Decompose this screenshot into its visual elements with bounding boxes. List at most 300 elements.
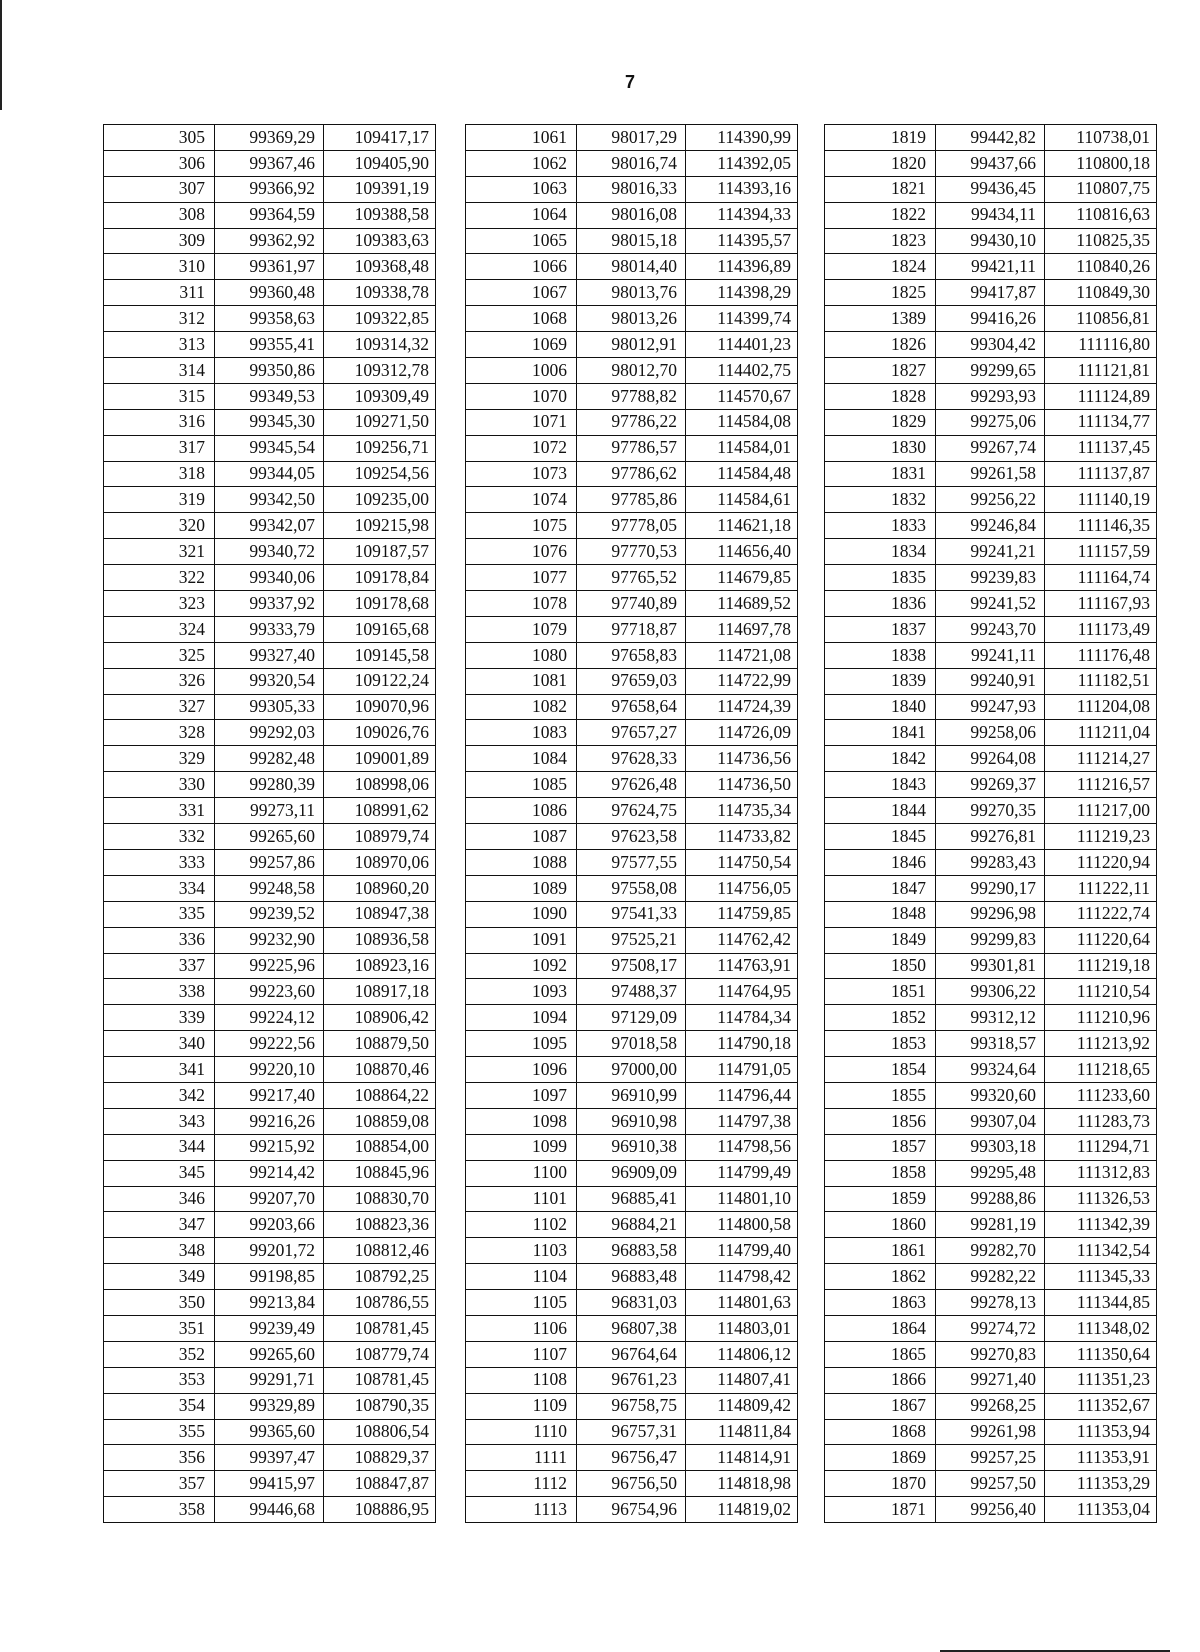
y-coordinate-cell: 108845,96 [324,1160,436,1186]
y-coordinate-cell: 114584,61 [686,487,798,513]
table-row [104,927,436,953]
point-number-cell: 1086 [466,798,577,824]
y-coordinate-cell: 111116,80 [1045,332,1157,358]
y-coordinate-cell: 111173,49 [1045,616,1157,642]
point-number-cell: 1822 [825,202,936,228]
x-coordinate-cell: 99324,64 [936,1057,1045,1083]
y-coordinate-cell: 111124,89 [1045,383,1157,409]
point-number-cell: 337 [104,953,215,979]
point-number-cell: 1862 [825,1264,936,1290]
x-coordinate-cell: 99436,45 [936,176,1045,202]
point-number-cell: 1077 [466,565,577,591]
x-coordinate-cell: 98013,76 [577,280,686,306]
table-row [466,358,798,384]
coordinates-table-3 [824,124,1157,1523]
table-row [104,1082,436,1108]
table-row [104,668,436,694]
x-coordinate-cell: 99220,10 [215,1057,324,1083]
table-row [466,565,798,591]
table-row [104,798,436,824]
x-coordinate-cell: 96909,09 [577,1160,686,1186]
point-number-cell: 1108 [466,1367,577,1393]
y-coordinate-cell: 114790,18 [686,1031,798,1057]
y-coordinate-cell: 114803,01 [686,1315,798,1341]
table-row [466,1290,798,1316]
table-row [104,202,436,228]
y-coordinate-cell: 111283,73 [1045,1108,1157,1134]
y-coordinate-cell: 108886,95 [324,1497,436,1523]
y-coordinate-cell: 114797,38 [686,1108,798,1134]
x-coordinate-cell: 99232,90 [215,927,324,953]
point-number-cell: 319 [104,487,215,513]
y-coordinate-cell: 114756,05 [686,875,798,901]
x-coordinate-cell: 99290,17 [936,875,1045,901]
x-coordinate-cell: 98013,26 [577,306,686,332]
x-coordinate-cell: 99295,48 [936,1160,1045,1186]
point-number-cell: 348 [104,1238,215,1264]
table-row [104,461,436,487]
point-number-cell: 1096 [466,1057,577,1083]
point-number-cell: 1095 [466,1031,577,1057]
table-row [466,901,798,927]
point-number-cell: 1839 [825,668,936,694]
point-number-cell: 333 [104,849,215,875]
point-number-cell: 1867 [825,1393,936,1419]
y-coordinate-cell: 111146,35 [1045,513,1157,539]
point-number-cell: 1865 [825,1341,936,1367]
x-coordinate-cell: 99366,92 [215,176,324,202]
point-number-cell: 1831 [825,461,936,487]
x-coordinate-cell: 99340,72 [215,539,324,565]
table-row [466,254,798,280]
point-number-cell: 1089 [466,875,577,901]
table-row [825,901,1157,927]
x-coordinate-cell: 98012,91 [577,332,686,358]
point-number-cell: 1842 [825,746,936,772]
y-coordinate-cell: 110816,63 [1045,202,1157,228]
point-number-cell: 331 [104,798,215,824]
table-row [825,642,1157,668]
y-coordinate-cell: 108823,36 [324,1212,436,1238]
point-number-cell: 1110 [466,1419,577,1445]
x-coordinate-cell: 99276,81 [936,824,1045,850]
y-coordinate-cell: 111312,83 [1045,1160,1157,1186]
table-row [825,1005,1157,1031]
y-coordinate-cell: 110840,26 [1045,254,1157,280]
x-coordinate-cell: 99362,92 [215,228,324,254]
table-row [825,1290,1157,1316]
y-coordinate-cell: 108906,42 [324,1005,436,1031]
table-row [825,1367,1157,1393]
point-number-cell: 1092 [466,953,577,979]
x-coordinate-cell: 98015,18 [577,228,686,254]
point-number-cell: 1855 [825,1082,936,1108]
table-row [104,591,436,617]
x-coordinate-cell: 96757,31 [577,1419,686,1445]
point-number-cell: 307 [104,176,215,202]
y-coordinate-cell: 108792,25 [324,1264,436,1290]
table-row [825,254,1157,280]
point-number-cell: 1851 [825,979,936,1005]
x-coordinate-cell: 99364,59 [215,202,324,228]
point-number-cell: 1064 [466,202,577,228]
table-row [825,849,1157,875]
table-row [825,720,1157,746]
point-number-cell: 339 [104,1005,215,1031]
table-row [104,901,436,927]
x-coordinate-cell: 97718,87 [577,616,686,642]
y-coordinate-cell: 110825,35 [1045,228,1157,254]
y-coordinate-cell: 114750,54 [686,849,798,875]
x-coordinate-cell: 97785,86 [577,487,686,513]
x-coordinate-cell: 97626,48 [577,772,686,798]
x-coordinate-cell: 96831,03 [577,1290,686,1316]
y-coordinate-cell: 109026,76 [324,720,436,746]
y-coordinate-cell: 108859,08 [324,1108,436,1134]
x-coordinate-cell: 97508,17 [577,953,686,979]
table-row [104,1238,436,1264]
y-coordinate-cell: 114809,42 [686,1393,798,1419]
table-row [466,875,798,901]
x-coordinate-cell: 96910,38 [577,1134,686,1160]
x-coordinate-cell: 99267,74 [936,435,1045,461]
y-coordinate-cell: 108879,50 [324,1031,436,1057]
x-coordinate-cell: 99361,97 [215,254,324,280]
table-row [104,1108,436,1134]
x-coordinate-cell: 99213,84 [215,1290,324,1316]
x-coordinate-cell: 99223,60 [215,979,324,1005]
x-coordinate-cell: 96764,64 [577,1341,686,1367]
point-number-cell: 1084 [466,746,577,772]
x-coordinate-cell: 99271,40 [936,1367,1045,1393]
x-coordinate-cell: 99198,85 [215,1264,324,1290]
x-coordinate-cell: 99367,46 [215,150,324,176]
table-row [104,642,436,668]
table-row [825,953,1157,979]
point-number-cell: 355 [104,1419,215,1445]
point-number-cell: 1834 [825,539,936,565]
point-number-cell: 1868 [825,1419,936,1445]
point-number-cell: 1825 [825,280,936,306]
y-coordinate-cell: 108917,18 [324,979,436,1005]
table-row [104,1160,436,1186]
point-number-cell: 317 [104,435,215,461]
y-coordinate-cell: 114399,74 [686,306,798,332]
point-number-cell: 1080 [466,642,577,668]
x-coordinate-cell: 99288,86 [936,1186,1045,1212]
y-coordinate-cell: 114799,49 [686,1160,798,1186]
y-coordinate-cell: 108829,37 [324,1445,436,1471]
point-number-cell: 306 [104,150,215,176]
table-row [825,1315,1157,1341]
point-number-cell: 314 [104,358,215,384]
point-number-cell: 1091 [466,927,577,953]
point-number-cell: 325 [104,642,215,668]
y-coordinate-cell: 111216,57 [1045,772,1157,798]
point-number-cell: 1820 [825,150,936,176]
table-row [825,280,1157,306]
x-coordinate-cell: 99282,48 [215,746,324,772]
y-coordinate-cell: 111210,96 [1045,1005,1157,1031]
x-coordinate-cell: 98016,08 [577,202,686,228]
point-number-cell: 1071 [466,409,577,435]
x-coordinate-cell: 99225,96 [215,953,324,979]
y-coordinate-cell: 111351,23 [1045,1367,1157,1393]
y-coordinate-cell: 114398,29 [686,280,798,306]
x-coordinate-cell: 99358,63 [215,306,324,332]
y-coordinate-cell: 114621,18 [686,513,798,539]
table-row [825,435,1157,461]
y-coordinate-cell: 114818,98 [686,1471,798,1497]
point-number-cell: 1830 [825,435,936,461]
page-number: 7 [624,72,635,92]
table-row [466,461,798,487]
point-number-cell: 336 [104,927,215,953]
x-coordinate-cell: 99215,92 [215,1134,324,1160]
y-coordinate-cell: 108970,06 [324,849,436,875]
table-row [466,1315,798,1341]
y-coordinate-cell: 111222,11 [1045,875,1157,901]
point-number-cell: 1860 [825,1212,936,1238]
x-coordinate-cell: 99293,93 [936,383,1045,409]
y-coordinate-cell: 111217,00 [1045,798,1157,824]
y-coordinate-cell: 111210,54 [1045,979,1157,1005]
y-coordinate-cell: 111350,64 [1045,1341,1157,1367]
x-coordinate-cell: 97018,58 [577,1031,686,1057]
x-coordinate-cell: 99303,18 [936,1134,1045,1160]
y-coordinate-cell: 111344,85 [1045,1290,1157,1316]
scan-edge-mark [0,0,2,110]
x-coordinate-cell: 99320,54 [215,668,324,694]
y-coordinate-cell: 114401,23 [686,332,798,358]
table-row [825,591,1157,617]
y-coordinate-cell: 111157,59 [1045,539,1157,565]
table-row [825,461,1157,487]
x-coordinate-cell: 99296,98 [936,901,1045,927]
point-number-cell: 340 [104,1031,215,1057]
x-coordinate-cell: 99333,79 [215,616,324,642]
table-row [825,1238,1157,1264]
table-row [104,1264,436,1290]
table-row [825,824,1157,850]
point-number-cell: 1824 [825,254,936,280]
point-number-cell: 1111 [466,1445,577,1471]
y-coordinate-cell: 114798,42 [686,1264,798,1290]
y-coordinate-cell: 111167,93 [1045,591,1157,617]
x-coordinate-cell: 99337,92 [215,591,324,617]
y-coordinate-cell: 108806,54 [324,1419,436,1445]
point-number-cell: 1065 [466,228,577,254]
point-number-cell: 1062 [466,150,577,176]
table-row [466,202,798,228]
x-coordinate-cell: 99268,25 [936,1393,1045,1419]
table-row [825,798,1157,824]
x-coordinate-cell: 97658,83 [577,642,686,668]
x-coordinate-cell: 99280,39 [215,772,324,798]
table-row [104,746,436,772]
x-coordinate-cell: 96761,23 [577,1367,686,1393]
point-number-cell: 329 [104,746,215,772]
table-row [825,513,1157,539]
table-row [104,694,436,720]
x-coordinate-cell: 97786,57 [577,435,686,461]
coordinates-table-1 [103,124,436,1523]
point-number-cell: 1840 [825,694,936,720]
table-row [104,1005,436,1031]
x-coordinate-cell: 97488,37 [577,979,686,1005]
y-coordinate-cell: 114801,10 [686,1186,798,1212]
point-number-cell: 1846 [825,849,936,875]
point-number-cell: 1088 [466,849,577,875]
point-number-cell: 344 [104,1134,215,1160]
y-coordinate-cell: 109338,78 [324,280,436,306]
point-number-cell: 1844 [825,798,936,824]
point-number-cell: 349 [104,1264,215,1290]
y-coordinate-cell: 114724,39 [686,694,798,720]
x-coordinate-cell: 99257,25 [936,1445,1045,1471]
y-coordinate-cell: 108870,46 [324,1057,436,1083]
y-coordinate-cell: 114584,48 [686,461,798,487]
table-row [466,306,798,332]
table-row [825,565,1157,591]
x-coordinate-cell: 99265,60 [215,824,324,850]
point-number-cell: 1098 [466,1108,577,1134]
table-row [466,591,798,617]
y-coordinate-cell: 114798,56 [686,1134,798,1160]
coordinates-table-2 [465,124,798,1523]
y-coordinate-cell: 114796,44 [686,1082,798,1108]
y-coordinate-cell: 114584,08 [686,409,798,435]
point-number-cell: 1075 [466,513,577,539]
x-coordinate-cell: 99329,89 [215,1393,324,1419]
point-number-cell: 1854 [825,1057,936,1083]
point-number-cell: 338 [104,979,215,1005]
y-coordinate-cell: 114402,75 [686,358,798,384]
x-coordinate-cell: 99239,49 [215,1315,324,1341]
x-coordinate-cell: 99345,30 [215,409,324,435]
y-coordinate-cell: 109312,78 [324,358,436,384]
point-number-cell: 330 [104,772,215,798]
y-coordinate-cell: 109254,56 [324,461,436,487]
table-row [825,772,1157,798]
y-coordinate-cell: 114394,33 [686,202,798,228]
x-coordinate-cell: 97765,52 [577,565,686,591]
x-coordinate-cell: 97623,58 [577,824,686,850]
table-row [825,125,1157,151]
table-row [825,150,1157,176]
x-coordinate-cell: 99257,86 [215,849,324,875]
point-number-cell: 1101 [466,1186,577,1212]
y-coordinate-cell: 109309,49 [324,383,436,409]
point-number-cell: 305 [104,125,215,151]
y-coordinate-cell: 114736,56 [686,746,798,772]
point-number-cell: 1852 [825,1005,936,1031]
table-row [466,668,798,694]
y-coordinate-cell: 111353,04 [1045,1497,1157,1523]
x-coordinate-cell: 99207,70 [215,1186,324,1212]
y-coordinate-cell: 114393,16 [686,176,798,202]
x-coordinate-cell: 99282,70 [936,1238,1045,1264]
y-coordinate-cell: 110807,75 [1045,176,1157,202]
y-coordinate-cell: 114791,05 [686,1057,798,1083]
x-coordinate-cell: 99217,40 [215,1082,324,1108]
table-row [825,875,1157,901]
point-number-cell: 1006 [466,358,577,384]
point-number-cell: 322 [104,565,215,591]
table-row [466,435,798,461]
table-row [104,1186,436,1212]
y-coordinate-cell: 109391,19 [324,176,436,202]
point-number-cell: 1819 [825,125,936,151]
y-coordinate-cell: 111345,33 [1045,1264,1157,1290]
y-coordinate-cell: 111348,02 [1045,1315,1157,1341]
table-row [104,849,436,875]
point-number-cell: 1389 [825,306,936,332]
y-coordinate-cell: 114762,42 [686,927,798,953]
point-number-cell: 1838 [825,642,936,668]
table-row [825,1264,1157,1290]
x-coordinate-cell: 99239,52 [215,901,324,927]
point-number-cell: 1069 [466,332,577,358]
y-coordinate-cell: 111137,45 [1045,435,1157,461]
x-coordinate-cell: 99261,58 [936,461,1045,487]
point-number-cell: 1859 [825,1186,936,1212]
point-number-cell: 310 [104,254,215,280]
x-coordinate-cell: 99342,07 [215,513,324,539]
table-row [104,539,436,565]
y-coordinate-cell: 109368,48 [324,254,436,280]
point-number-cell: 1072 [466,435,577,461]
x-coordinate-cell: 97628,33 [577,746,686,772]
x-coordinate-cell: 99283,43 [936,849,1045,875]
y-coordinate-cell: 108998,06 [324,772,436,798]
y-coordinate-cell: 111182,51 [1045,668,1157,694]
x-coordinate-cell: 97000,00 [577,1057,686,1083]
y-coordinate-cell: 108979,74 [324,824,436,850]
table-row [104,1057,436,1083]
table-row [104,409,436,435]
y-coordinate-cell: 114736,50 [686,772,798,798]
point-number-cell: 354 [104,1393,215,1419]
x-coordinate-cell: 99261,98 [936,1419,1045,1445]
x-coordinate-cell: 97657,27 [577,720,686,746]
x-coordinate-cell: 97129,09 [577,1005,686,1031]
x-coordinate-cell: 99214,42 [215,1160,324,1186]
x-coordinate-cell: 96885,41 [577,1186,686,1212]
x-coordinate-cell: 96910,98 [577,1108,686,1134]
x-coordinate-cell: 97658,64 [577,694,686,720]
x-coordinate-cell: 99265,60 [215,1341,324,1367]
table-row [104,979,436,1005]
x-coordinate-cell: 99307,04 [936,1108,1045,1134]
table-row [466,513,798,539]
table-row [466,1057,798,1083]
y-coordinate-cell: 111342,39 [1045,1212,1157,1238]
table-row [104,875,436,901]
table-row [825,539,1157,565]
point-number-cell: 1829 [825,409,936,435]
x-coordinate-cell: 99240,91 [936,668,1045,694]
point-number-cell: 1099 [466,1134,577,1160]
table-row [466,798,798,824]
table-row [825,1134,1157,1160]
table-row [466,1108,798,1134]
point-number-cell: 1102 [466,1212,577,1238]
x-coordinate-cell: 99201,72 [215,1238,324,1264]
point-number-cell: 1835 [825,565,936,591]
point-number-cell: 345 [104,1160,215,1186]
x-coordinate-cell: 97740,89 [577,591,686,617]
